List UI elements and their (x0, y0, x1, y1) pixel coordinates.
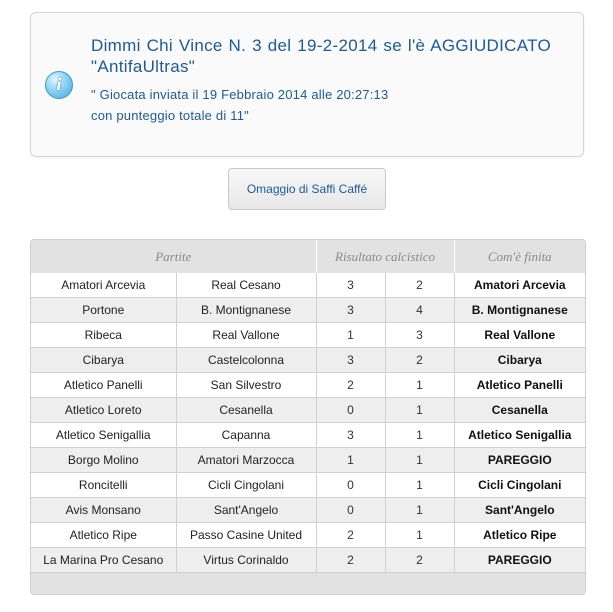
home-goals-cell: 3 (316, 298, 385, 323)
home-goals-cell: 3 (316, 423, 385, 448)
home-goals-cell: 3 (316, 273, 385, 298)
away-goals-cell: 1 (385, 523, 454, 548)
away-team-cell: Sant'Angelo (176, 498, 316, 523)
header-score: Risultato calcistico (316, 240, 454, 273)
outcome-cell: Amatori Arcevia (454, 273, 585, 298)
results-table (30, 239, 586, 595)
home-team-cell: Ribeca (31, 323, 176, 348)
outcome-cell: Atletico Senigallia (454, 423, 585, 448)
info-icon: i (45, 71, 73, 99)
home-team-cell: Borgo Molino (31, 448, 176, 473)
home-goals-cell: 1 (316, 448, 385, 473)
home-goals-cell: 2 (316, 523, 385, 548)
away-team-cell: Cicli Cingolani (176, 473, 316, 498)
table-footer (31, 573, 585, 594)
outcome-cell: PAREGGIO (454, 548, 585, 573)
away-goals-cell: 1 (385, 398, 454, 423)
away-team-cell: Real Vallone (176, 323, 316, 348)
table-row (31, 423, 585, 448)
sponsor-button[interactable]: Omaggio di Saffi Caffé (228, 168, 386, 210)
home-goals-cell: 0 (316, 398, 385, 423)
home-team-cell: Portone (31, 298, 176, 323)
home-goals-cell: 2 (316, 548, 385, 573)
outcome-cell: Real Vallone (454, 323, 585, 348)
away-team-cell: Amatori Marzocca (176, 448, 316, 473)
outcome-cell: Sant'Angelo (454, 498, 585, 523)
home-goals-cell: 0 (316, 498, 385, 523)
home-goals-cell: 3 (316, 348, 385, 373)
notice-submission-line: " Giocata inviata il 19 Febbraio 2014 alle 20:27:13 (91, 87, 389, 102)
table-row (31, 373, 585, 398)
table-row (31, 398, 585, 423)
home-team-cell: Roncitelli (31, 473, 176, 498)
home-team-cell: Cibarya (31, 348, 176, 373)
away-goals-cell: 1 (385, 448, 454, 473)
header-outcome: Com'è finita (454, 240, 585, 273)
away-goals-cell: 2 (385, 273, 454, 298)
notice-details (91, 84, 551, 126)
away-goals-cell: 2 (385, 348, 454, 373)
outcome-cell: Cibarya (454, 348, 585, 373)
home-goals-cell: 0 (316, 473, 385, 498)
away-team-cell: Capanna (176, 423, 316, 448)
notice-title: Dimmi Chi Vince N. 3 del 19-2-2014 se l'è AGGIUDICATO "AntifaUltras" (91, 36, 551, 76)
away-goals-cell: 1 (385, 473, 454, 498)
table-row (31, 323, 585, 348)
outcome-cell: Cicli Cingolani (454, 473, 585, 498)
away-team-cell: Real Cesano (176, 273, 316, 298)
table-row (31, 498, 585, 523)
away-goals-cell: 1 (385, 373, 454, 398)
table-row (31, 348, 585, 373)
table-row (31, 523, 585, 548)
away-team-cell: Cesanella (176, 398, 316, 423)
away-goals-cell: 2 (385, 548, 454, 573)
home-goals-cell: 1 (316, 323, 385, 348)
table-row (31, 473, 585, 498)
away-team-cell: B. Montignanese (176, 298, 316, 323)
home-team-cell: Atletico Panelli (31, 373, 176, 398)
outcome-cell: PAREGGIO (454, 448, 585, 473)
outcome-cell: Atletico Ripe (454, 523, 585, 548)
away-team-cell: Virtus Corinaldo (176, 548, 316, 573)
notice-score-line: con punteggio totale di 11" (91, 108, 249, 123)
home-team-cell: Atletico Senigallia (31, 423, 176, 448)
home-team-cell: Atletico Ripe (31, 523, 176, 548)
outcome-cell: Atletico Panelli (454, 373, 585, 398)
outcome-cell: Cesanella (454, 398, 585, 423)
table-row (31, 273, 585, 298)
home-team-cell: Avis Monsano (31, 498, 176, 523)
results-body (31, 273, 585, 573)
home-team-cell: Amatori Arcevia (31, 273, 176, 298)
table-row (31, 548, 585, 573)
home-team-cell: Atletico Loreto (31, 398, 176, 423)
away-goals-cell: 3 (385, 323, 454, 348)
header-matches: Partite (31, 240, 316, 273)
result-notice-box (30, 12, 584, 157)
home-goals-cell: 2 (316, 373, 385, 398)
away-goals-cell: 1 (385, 498, 454, 523)
away-team-cell: San Silvestro (176, 373, 316, 398)
outcome-cell: B. Montignanese (454, 298, 585, 323)
home-team-cell: La Marina Pro Cesano (31, 548, 176, 573)
away-goals-cell: 4 (385, 298, 454, 323)
away-team-cell: Passo Casine United (176, 523, 316, 548)
away-team-cell: Castelcolonna (176, 348, 316, 373)
away-goals-cell: 1 (385, 423, 454, 448)
table-row (31, 448, 585, 473)
table-row (31, 298, 585, 323)
